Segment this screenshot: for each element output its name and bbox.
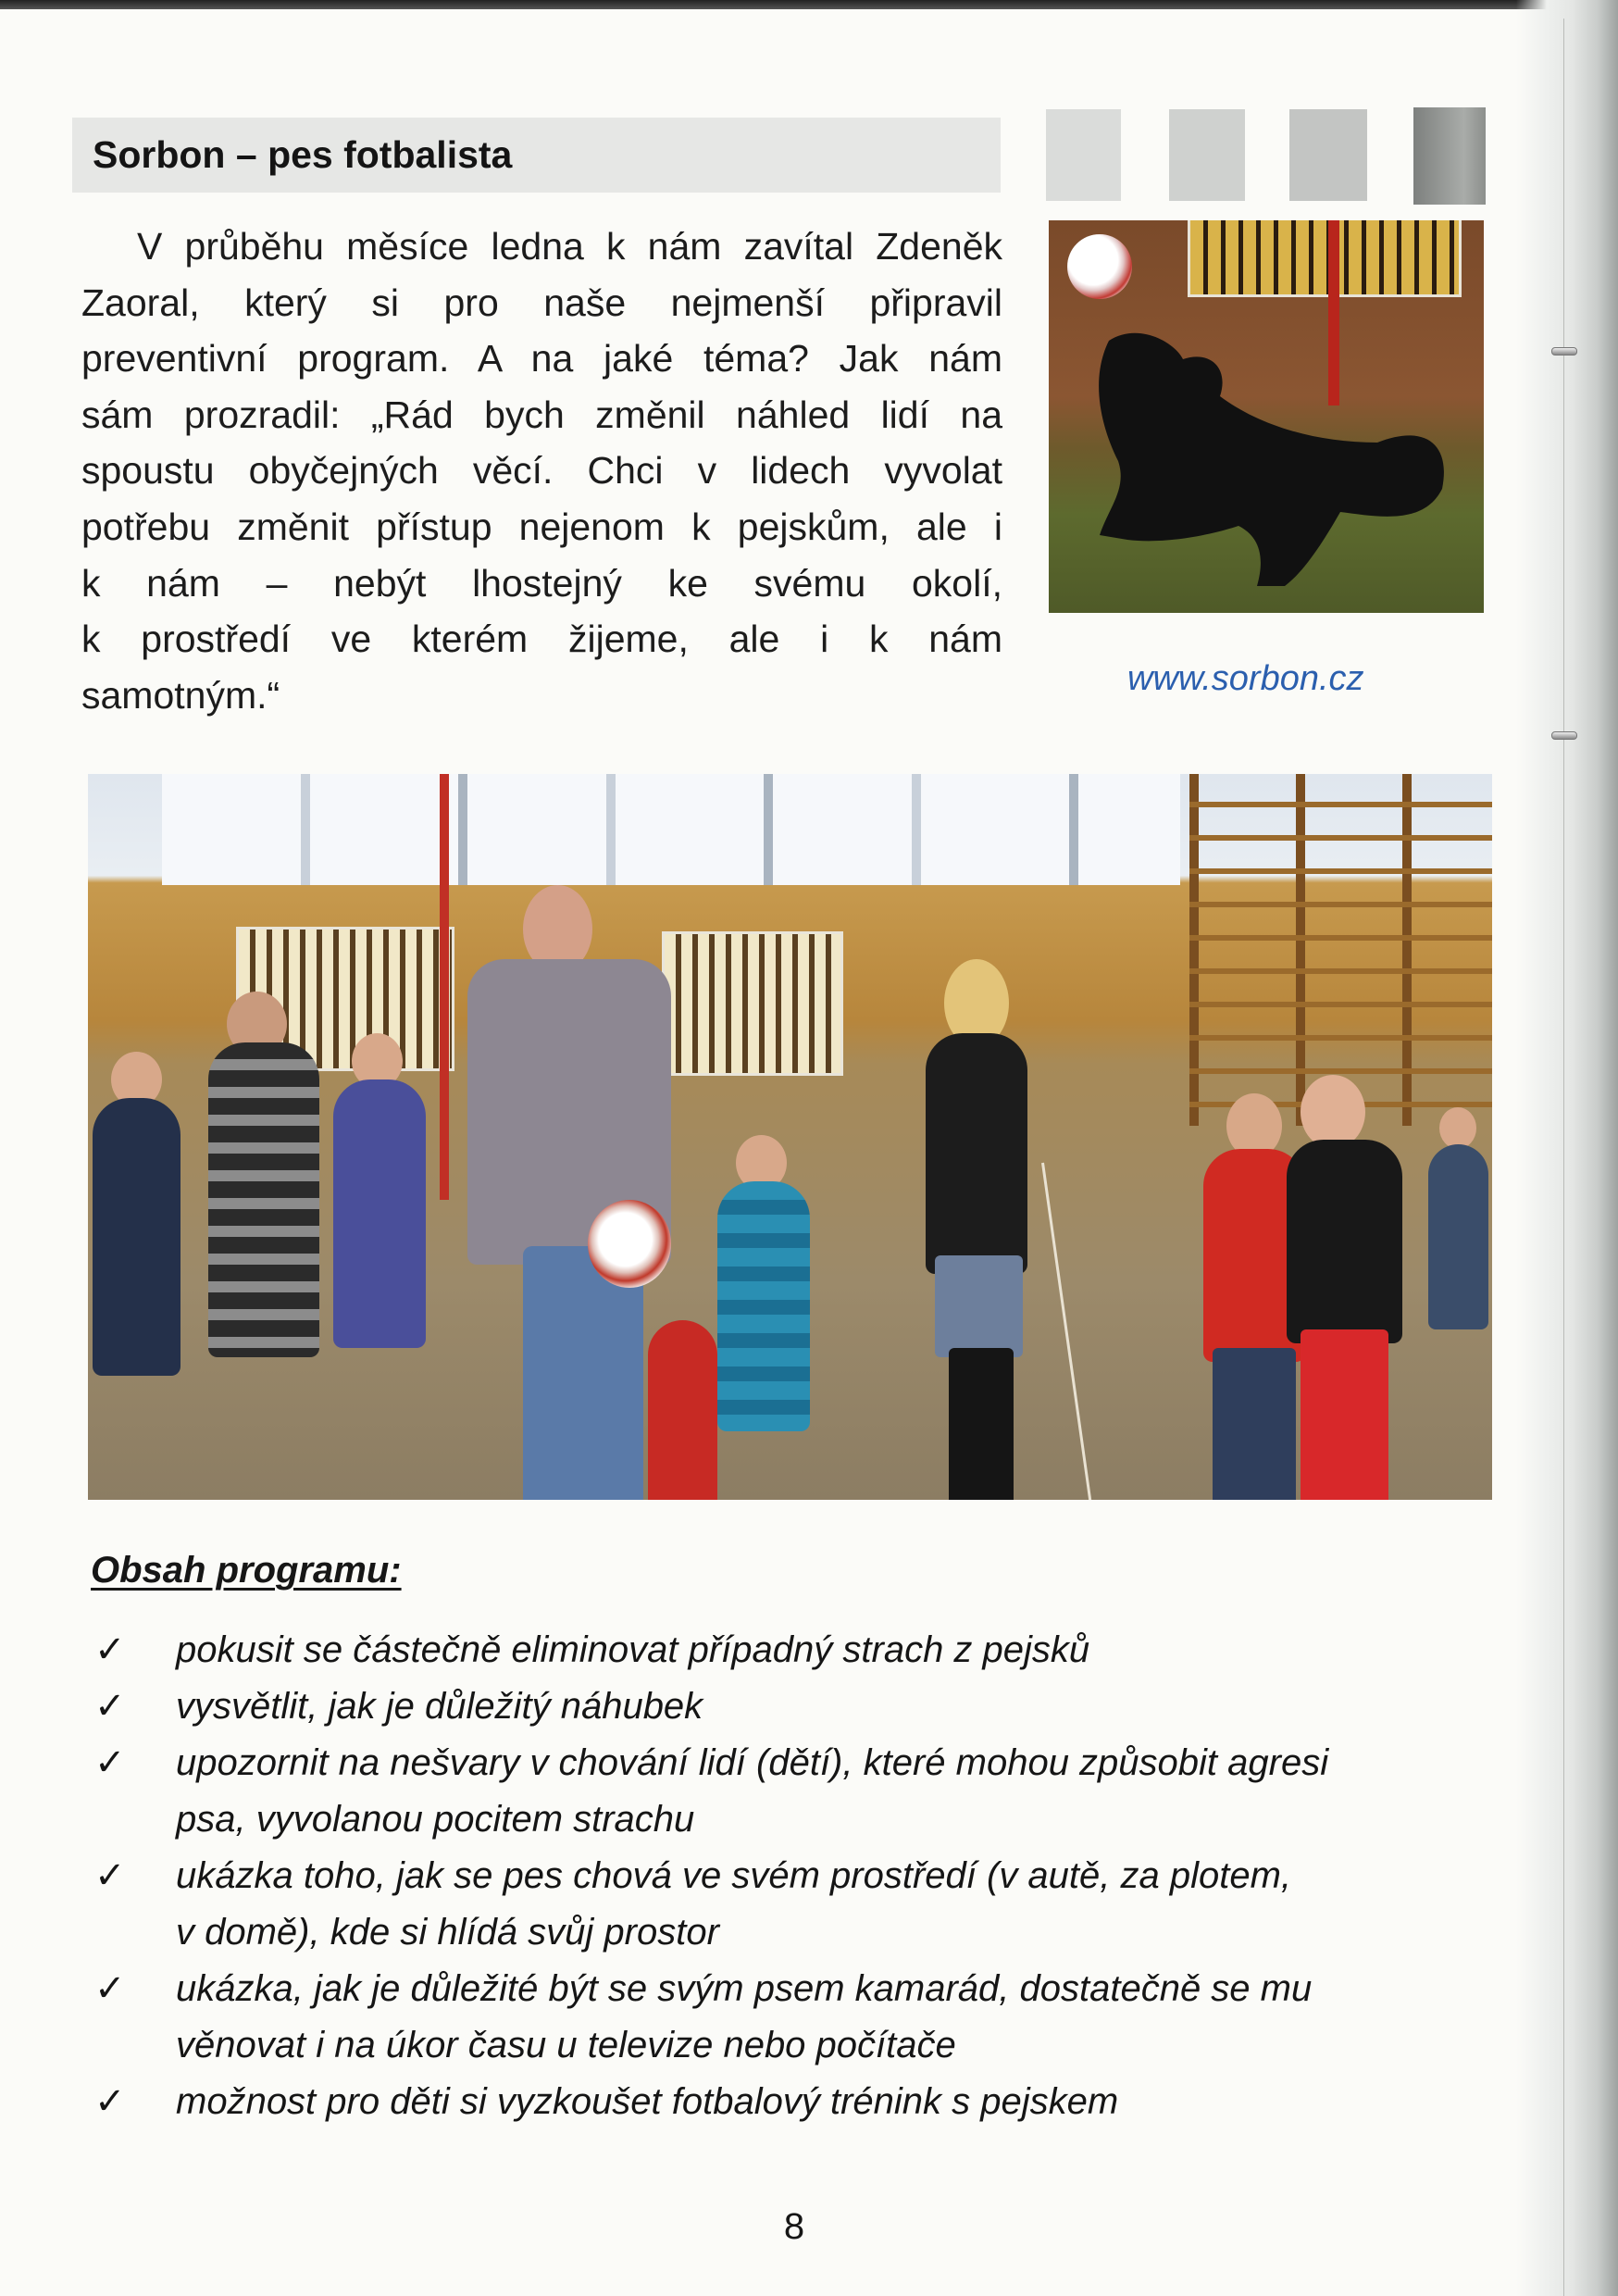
scan-top-edge [0,0,1618,9]
checkmark-icon: ✓ [94,1855,126,1896]
child-leggings [1301,1329,1388,1500]
child-figure [208,1042,319,1357]
list-item [91,1848,1498,1961]
list-item-text: ukázka toho, jak se pes chová ve svém prostředí (v autě, za plotem, [176,1855,1292,1896]
gym-windows [162,774,1180,885]
paragraph-line: k prostředí ve kterém žijeme, ale i k nám [81,618,1002,661]
binding-fold-line [1563,19,1564,2296]
list-item-text: věnovat i na úkor času u televize nebo počítače [176,2025,956,2065]
woman-skirt [935,1255,1023,1357]
paragraph-line: preventivní program. A na jaké téma? Jak nám [81,337,1002,381]
checkmark-icon: ✓ [94,1968,126,2009]
child-head [1439,1107,1476,1149]
page-binding-shadow [1516,0,1618,2296]
child-head [1301,1075,1365,1149]
paragraph-line: sám prozradil: „Rád bych změnil náhled lidí na [81,393,1002,436]
gym-group-photo [88,774,1492,1500]
dog-heading-ball-photo [1049,220,1484,613]
woman-legs [949,1348,1014,1500]
decorative-square [1413,107,1486,205]
red-pole [440,774,449,1200]
child-figure [717,1181,810,1431]
list-item [91,2074,1498,2130]
child-figure [333,1079,426,1348]
child-figure [1428,1144,1488,1329]
woman-figure [926,1033,1027,1274]
list-item-text: vysvětlit, jak je důležitý náhubek [176,1686,703,1727]
football [1067,234,1132,299]
page-number: 8 [783,2206,805,2247]
checkmark-icon: ✓ [94,1686,126,1727]
list-item-text: psa, vyvolanou pocitem strachu [176,1799,695,1840]
child-jeans [1213,1348,1296,1500]
staple-icon [1551,731,1577,740]
football [588,1200,671,1288]
radiator-cover [662,931,843,1076]
decorative-square [1289,109,1367,201]
list-item [91,1961,1498,2074]
child-figure [648,1320,717,1500]
paragraph-line: potřebu změnit přístup nejenom k pejskům, ale i [81,505,1002,548]
floor-line [1041,1163,1093,1500]
program-list [91,1622,1498,2130]
program-heading: Obsah programu: [91,1550,402,1591]
decorative-square [1046,109,1121,201]
paragraph-line: k nám – nebýt lhostejný ke svému okolí, [81,561,1002,605]
article-title: Sorbon – pes fotbalista [93,133,513,176]
child-figure [1287,1140,1402,1343]
list-item [91,1735,1498,1848]
list-item [91,1678,1498,1735]
staple-icon [1551,347,1577,356]
dog-silhouette [1072,285,1461,591]
wall-bars [1189,774,1492,1126]
checkmark-icon: ✓ [94,1629,126,1670]
list-item-text: upozornit na nešvary v chování lidí (dětí), které mohou způsobit agresi [176,1742,1329,1783]
list-item-text: v domě), kde si hlídá svůj prostor [176,1912,719,1953]
title-bar [72,118,1001,193]
list-item-text: ukázka, jak je důležité být se svým psem kamarád, dostatečně se mu [176,1968,1313,2009]
decorative-square [1169,109,1245,201]
paragraph-line: spoustu obyčejných věcí. Chci v lidech vyvolat [81,449,1002,493]
checkmark-icon: ✓ [94,1742,126,1783]
child-figure [93,1098,180,1376]
list-item-text: možnost pro děti si vyzkoušet fotbalový trénink s pejskem [176,2081,1119,2122]
paragraph-line: V průběhu měsíce ledna k nám zavítal Zdeněk [137,225,1002,268]
website-link[interactable]: www.sorbon.cz [1127,659,1364,698]
list-item-text: pokusit se částečně eliminovat případný strach z pejsků [176,1629,1090,1670]
paragraph-line: samotným.“ [81,673,280,717]
intro-paragraph [81,218,1002,723]
paragraph-line: Zaoral, který si pro naše nejmenší připravil [81,281,1002,324]
list-item [91,1622,1498,1678]
checkmark-icon: ✓ [94,2081,126,2122]
